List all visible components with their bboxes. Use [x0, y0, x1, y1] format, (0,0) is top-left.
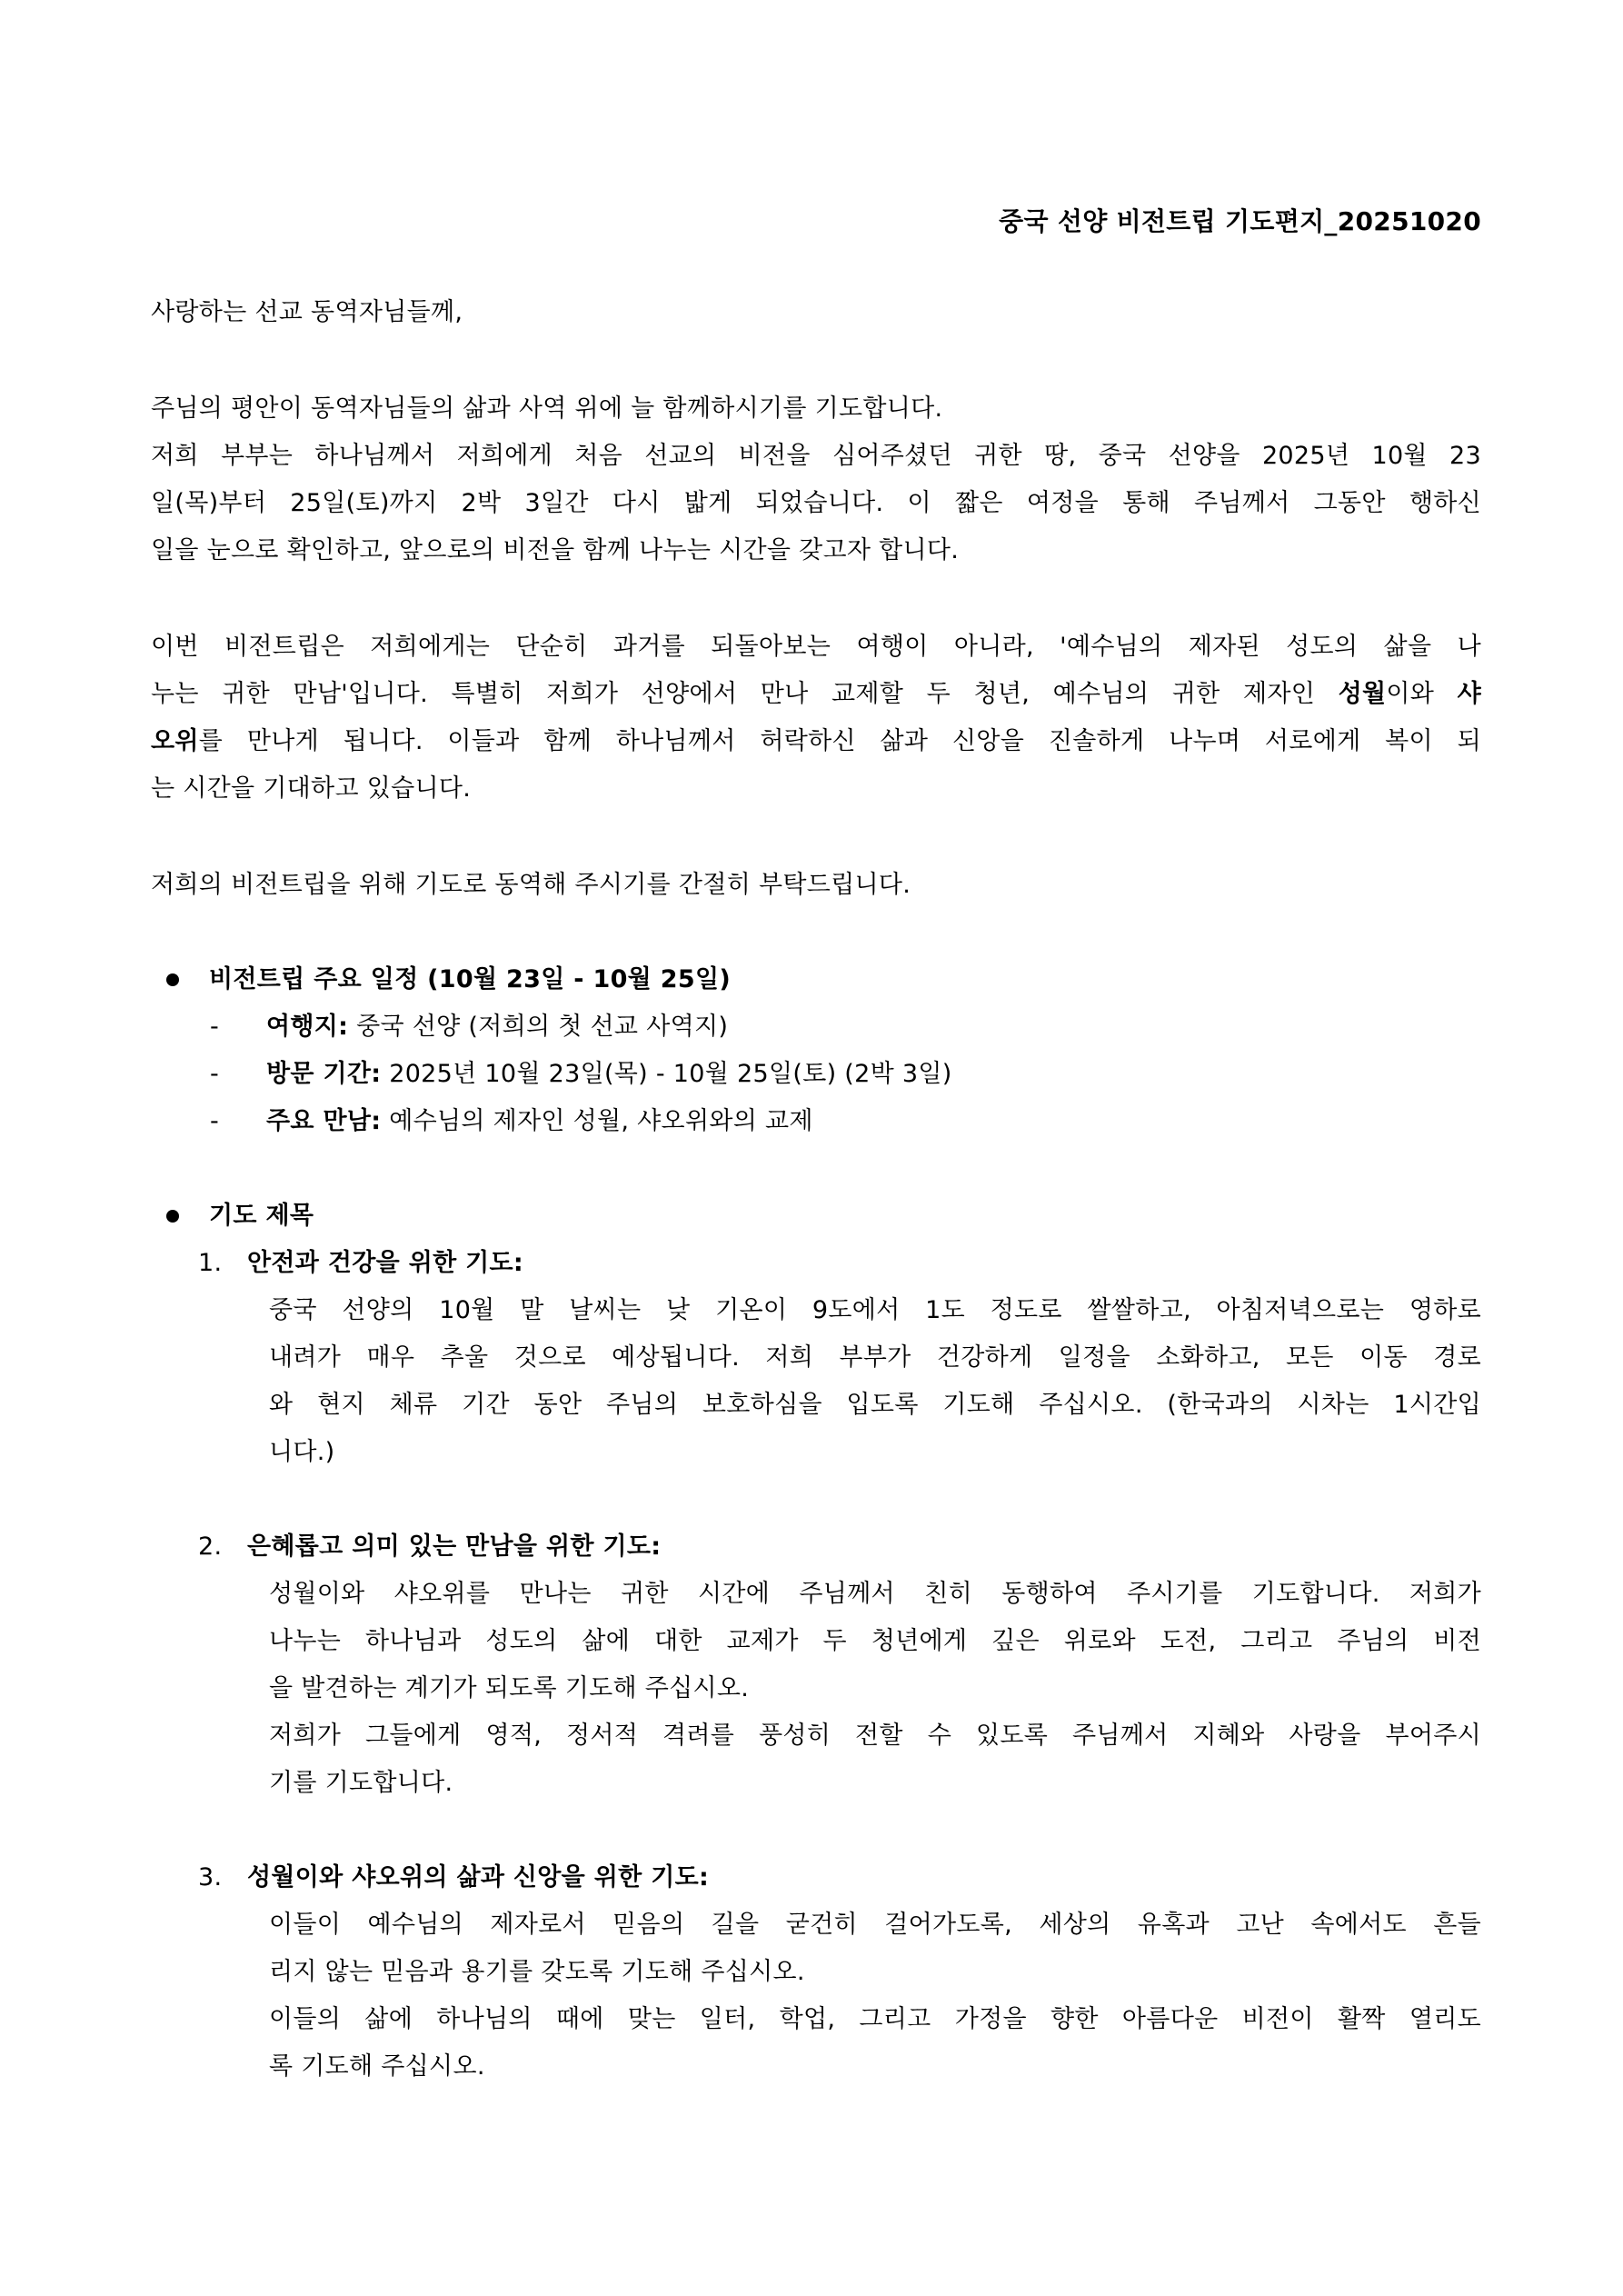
name-xiaoyu-part1: 샤 [1457, 680, 1481, 708]
document-title: 중국 선양 비전트립 기도편지_20251020 [999, 206, 1481, 236]
schedule-item [266, 1105, 813, 1138]
prayer-item-line: 내려가 매우 추울 것으로 예상됩니다. 저희 부부가 건강하게 일정을 소화하고, 모든 이동 경로 [269, 1343, 1481, 1372]
prayer-item-line: 을 발견하는 계기가 되도록 기도해 주십시오. [269, 1674, 750, 1702]
para2-line-3-text: 를 만나게 됩니다. 이들과 함께 하나님께서 허락하신 삶과 신앙을 진솔하게 나누며 서로에게 복이 되 [198, 727, 1481, 755]
schedule-heading: 비전트립 주요 일정 (10월 23일 - 10월 25일) [209, 965, 731, 993]
greeting: 사랑하는 선교 동역자님들께, [151, 298, 463, 326]
bullet-icon [166, 1210, 179, 1223]
para2-line-2 [151, 678, 1481, 711]
para2-line-2-text: 누는 귀한 만남'입니다. 특별히 저희가 선양에서 만나 교제할 두 청년, 예수님의 귀한 제자인 [151, 680, 1339, 708]
prayer-item-title: 안전과 건강을 위한 기도: [247, 1249, 524, 1277]
prayer-item-number: 2. [198, 1532, 223, 1561]
prayer-item-line: 이들의 삶에 하나님의 때에 맞는 일터, 학업, 그리고 가정을 향한 아름다운 비전이 활짝 열리도 [269, 2005, 1481, 2033]
schedule-item-label: 주요 만남: [266, 1107, 382, 1135]
para2-line-4: 는 시간을 기대하고 있습니다. [151, 774, 472, 803]
prayer-item-line: 성월이와 샤오위를 만나는 귀한 시간에 주님께서 친히 동행하여 주시기를 기도합니다. 저희가 [269, 1580, 1481, 1608]
schedule-item-value: 중국 선양 (저희의 첫 선교 사역지) [348, 1013, 729, 1041]
schedule-item-label: 방문 기간: [266, 1060, 382, 1088]
schedule-item [266, 1058, 952, 1091]
name-seongwol: 성월 [1338, 680, 1387, 708]
prayer-item-line: 리지 않는 믿음과 용기를 갖도록 기도해 주십시오. [269, 1958, 805, 1986]
prayer-item-line: 기를 기도합니다. [269, 1769, 453, 1797]
bullet-icon [166, 973, 179, 986]
prayer-item-number: 3. [198, 1863, 223, 1892]
dash-icon: - [210, 1060, 220, 1088]
prayer-item-line: 니다.) [269, 1438, 335, 1466]
prayer-item-line: 저희가 그들에게 영적, 정서적 격려를 풍성히 전할 수 있도록 주님께서 지혜와 사랑을 부어주시 [269, 1722, 1481, 1750]
schedule-item [266, 1011, 728, 1043]
prayer-item-line: 이들이 예수님의 제자로서 믿음의 길을 굳건히 걸어가도록, 세상의 유혹과 고난 속에서도 흔들 [269, 1911, 1481, 1939]
prayer-item-title: 은혜롭고 의미 있는 만남을 위한 기도: [247, 1532, 662, 1561]
para2-line-2-mid: 이와 [1386, 680, 1458, 708]
intro-line-4: 일을 눈으로 확인하고, 앞으로의 비전을 함께 나누는 시간을 갖고자 합니다. [151, 536, 960, 564]
prayer-request: 저희의 비전트립을 위해 기도로 동역해 주시기를 간절히 부탁드립니다. [151, 871, 911, 899]
prayer-item-number: 1. [198, 1249, 223, 1277]
prayer-item-line: 중국 선양의 10월 말 날씨는 낮 기온이 9도에서 1도 정도로 쌀쌀하고, 아침저녁으로는 영하로 [269, 1296, 1481, 1324]
dash-icon: - [210, 1107, 220, 1135]
dash-icon: - [210, 1013, 220, 1041]
intro-line-1: 주님의 평안이 동역자님들의 삶과 사역 위에 늘 함께하시기를 기도합니다. [151, 394, 943, 423]
schedule-item-label: 여행지: [266, 1013, 349, 1041]
prayer-heading: 기도 제목 [209, 1202, 314, 1230]
prayer-item-line: 나누는 하나님과 성도의 삶에 대한 교제가 두 청년에게 깊은 위로와 도전, 그리고 주님의 비전 [269, 1627, 1481, 1655]
prayer-item-line: 와 현지 체류 기간 동안 주님의 보호하심을 입도록 기도해 주십시오. (한국과의 시차는 1시간입 [269, 1391, 1481, 1419]
schedule-item-value: 예수님의 제자인 성월, 샤오위와의 교제 [381, 1107, 813, 1135]
name-xiaoyu-part2: 오위 [151, 727, 199, 755]
intro-line-2: 저희 부부는 하나님께서 저희에게 처음 선교의 비전을 심어주셨던 귀한 땅, 중국 선양을 2025년 10월 23 [151, 442, 1481, 470]
schedule-item-value: 2025년 10월 23일(목) - 10월 25일(토) (2박 3일) [381, 1060, 952, 1088]
prayer-item-title: 성월이와 샤오위의 삶과 신앙을 위한 기도: [247, 1863, 710, 1892]
intro-line-3: 일(목)부터 25일(토)까지 2박 3일간 다시 밟게 되었습니다. 이 짧은 여정을 통해 주님께서 그동안 행하신 [151, 489, 1481, 517]
prayer-item-line: 록 기도해 주십시오. [269, 2052, 485, 2081]
para2-line-3 [151, 725, 1481, 758]
para2-line-1: 이번 비전트립은 저희에게는 단순히 과거를 되돌아보는 여행이 아니라, '예수님의 제자된 성도의 삶을 나 [151, 633, 1481, 661]
